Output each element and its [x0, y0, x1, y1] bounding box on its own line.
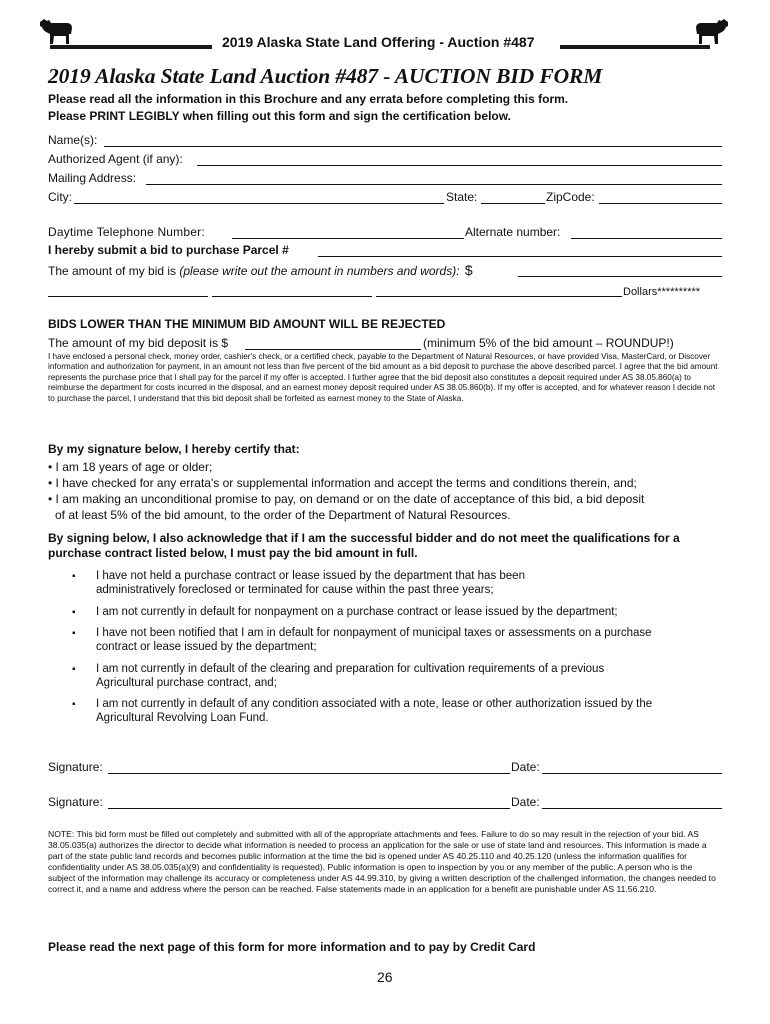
deposit-fine-print: I have enclosed a personal check, money order, cashier's check, or a certified check, payable to the Department of Natural Resources, or have provided Visa, MasterCard, or Discover information and authorization for payment, in an amount not less than five percent of the bid amount as a bid deposit to purchase the above described parcel. I agree that the bid amount represents the purchase price that I shall pay for the parcel if my offer is accepted. I further agree that the bid deposit also constitutes a deposit required under AS 38.05.860(a) to reimburse the department for costs incurred in the disposal, and an earnest money deposit required under AS 38.05.860(b). If my offer is accepted, and for whatever reason I decide not to purchase the parcel, I understand that this bid deposit shall be forfeited as earnest money to the State of Alaska.: [48, 352, 718, 403]
agent-label: Authorized Agent (if any):: [48, 152, 183, 166]
date-label-2: Date:: [511, 795, 540, 809]
bullet-icon: ▪: [72, 571, 76, 582]
date-input-2[interactable]: [542, 808, 722, 809]
bullet-icon: ▪: [72, 664, 76, 675]
instruction-1: Please read all the information in this Brochure and any errata before completing this form.: [48, 92, 569, 106]
header-rule-left: [50, 45, 212, 49]
qualification-item-4: I am not currently in default of the clearing and preparation for cultivation requirements of a previous Agricultural purchase contract, and;: [96, 663, 605, 689]
signature-label-1: Signature:: [48, 760, 103, 774]
deposit-input[interactable]: [245, 349, 421, 350]
zip-label: ZipCode:: [546, 190, 595, 204]
header-title: 2019 Alaska State Land Offering - Auction #487: [222, 34, 535, 50]
amount-numbers-input[interactable]: [518, 276, 722, 277]
date-input-1[interactable]: [542, 773, 722, 774]
certify-item-3-cont: of at least 5% of the bid amount, to the order of the Department of Natural Resources.: [55, 508, 511, 522]
zip-input[interactable]: [599, 203, 722, 204]
signature-input-2[interactable]: [108, 808, 510, 809]
agent-input[interactable]: [197, 165, 722, 166]
bullet-icon: ▪: [72, 628, 76, 639]
amount-words-input-3[interactable]: [376, 296, 622, 297]
mailing-input[interactable]: [146, 184, 722, 185]
mailing-label: Mailing Address:: [48, 171, 137, 185]
certify-item-3: • I am making an unconditional promise to pay, on demand or on the date of acceptance of this bid, a bid deposit: [48, 492, 645, 506]
certify-heading: By my signature below, I hereby certify that:: [48, 442, 300, 456]
qualification-item-2: I am not currently in default for nonpayment on a purchase contract or lease issued by the department;: [96, 606, 618, 618]
qualification-item-1: I have not held a purchase contract or lease issued by the department that has been administratively foreclosed or terminated for cause within the past three years;: [96, 570, 525, 596]
signature-input-1[interactable]: [108, 773, 510, 774]
dollar-sign: $: [464, 262, 473, 278]
bullet-icon: ▪: [72, 699, 76, 710]
amount-label: The amount of my bid is: [48, 264, 180, 278]
footer-instruction: Please read the next page of this form for more information and to pay by Credit Card: [48, 940, 536, 954]
header-rule-right: [560, 45, 710, 49]
parcel-input[interactable]: [318, 256, 722, 257]
qualification-item-5: I am not currently in default of any condition associated with a note, lease or other authorization issued by the Agricultural Revolving Loan Fund.: [96, 698, 653, 724]
amount-words-input-2[interactable]: [212, 296, 372, 297]
state-label: State:: [446, 190, 478, 204]
names-input[interactable]: [104, 146, 722, 147]
phone-input[interactable]: [232, 238, 464, 239]
date-label-1: Date:: [511, 760, 540, 774]
form-title: 2019 Alaska State Land Auction #487 - AUCTION BID FORM: [48, 64, 603, 88]
page-number: 26: [377, 969, 393, 985]
signature-label-2: Signature:: [48, 795, 103, 809]
state-input[interactable]: [481, 203, 545, 204]
cow-icon-right: [694, 16, 730, 46]
alt-phone-label: Alternate number:: [465, 225, 561, 239]
names-label: Name(s):: [48, 133, 98, 147]
acknowledge-heading: By signing below, I also acknowledge that if I am the successful bidder and do not meet the qualifications for a purchase contract listed below, I must pay the bid amount in full.: [48, 531, 680, 560]
bullet-icon: ▪: [72, 607, 76, 618]
minimum-bid-warning: BIDS LOWER THAN THE MINIMUM BID AMOUNT WILL BE REJECTED: [48, 317, 446, 331]
alt-phone-input[interactable]: [571, 238, 722, 239]
deposit-minimum-note: (minimum 5% of the bid amount – ROUNDUP!): [423, 336, 674, 350]
city-input[interactable]: [74, 203, 444, 204]
certify-item-2: • I have checked for any errata's or supplemental information and accept the terms and conditions therein, and;: [48, 476, 637, 490]
cow-icon-left: [38, 16, 74, 46]
dollars-label: Dollars**********: [623, 286, 701, 298]
amount-words-input-1[interactable]: [48, 296, 208, 297]
phone-label: Daytime Telephone Number:: [48, 225, 205, 239]
legal-note: NOTE: This bid form must be filled out completely and submitted with all of the appropriate attachments and fees. Failure to do so may result in the rejection of your bid. AS 38.05.035(a) authorizes the director to decide what information is needed to process an application for the sale or use of state land and resources. This information is made a part of the state public land records and becomes public information at the time the bid is opened under AS 40.25.110 and 40.25.120 (unless the information qualifies for confidentiality under AS 38.05.035(a)(9) and confidentiality is requested). Public information is open to inspection by you or any member of the public. A person who is the subject of the information may challenge its accuracy or completeness under AS 44.99.310, by giving a written description of the challenged information, the changes needed to correct it, and a name and address where the person can be reached. False statements made in an application for a benefit are punishable under AS 11.56.210.: [48, 829, 716, 894]
certify-item-1: • I am 18 years of age or older;: [48, 460, 213, 474]
parcel-label: I hereby submit a bid to purchase Parcel #: [48, 243, 289, 257]
amount-line: [48, 263, 473, 278]
qualification-item-3: I have not been notified that I am in default for nonpayment of municipal taxes or assessments on a purchase contract or lease issued by the department;: [96, 627, 652, 653]
city-label: City:: [48, 190, 72, 204]
instruction-2: Please PRINT LEGIBLY when filling out this form and sign the certification below.: [48, 109, 511, 123]
amount-instruction: (please write out the amount in numbers and words):: [179, 264, 460, 278]
deposit-label: The amount of my bid deposit is $: [48, 336, 229, 350]
